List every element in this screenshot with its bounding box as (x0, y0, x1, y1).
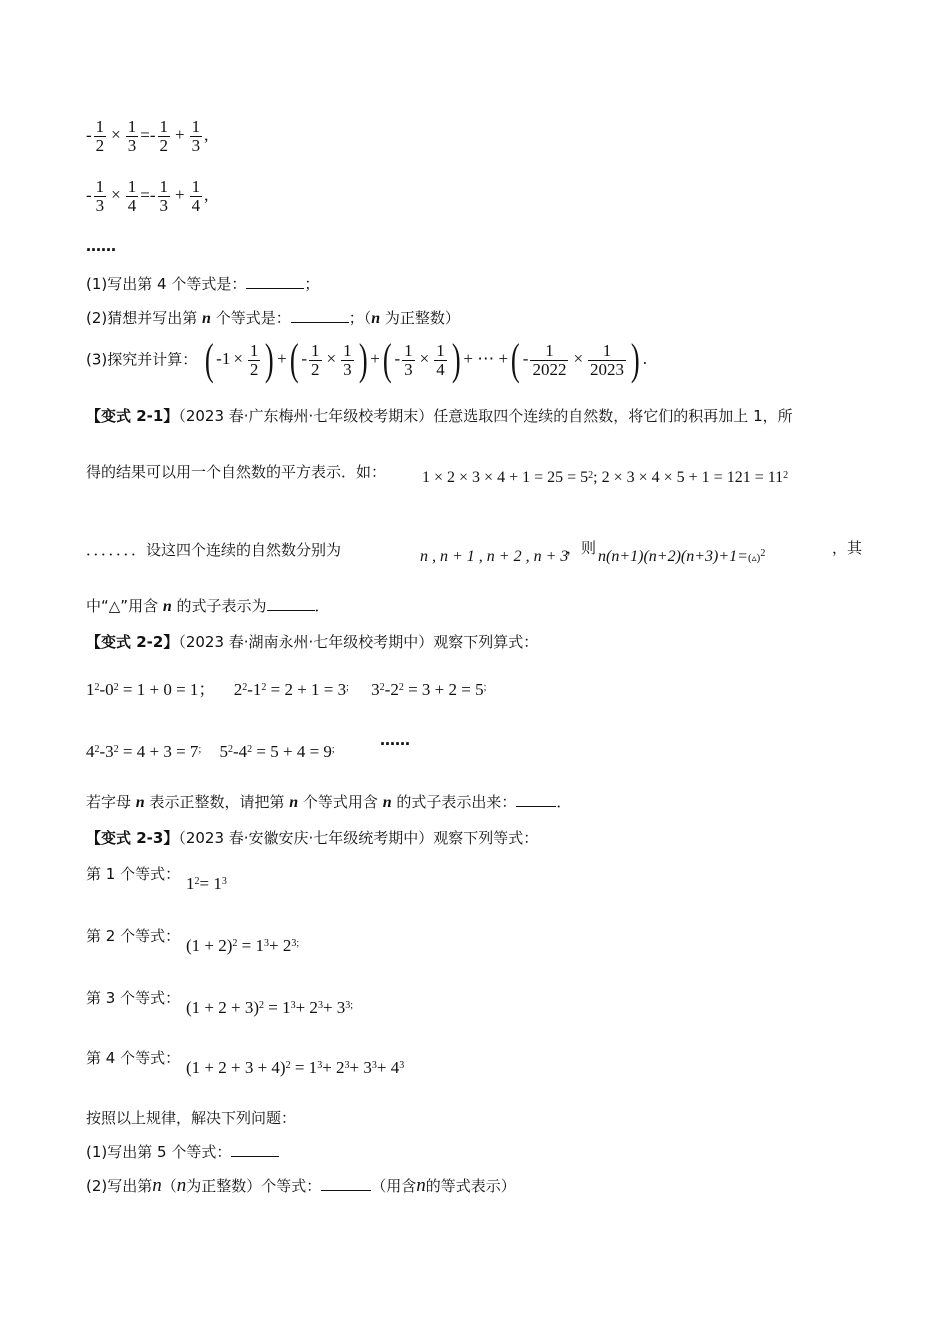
product-expression: n(n+1)(n+2)(n+3)+1=(▵)$^2$ (598, 548, 766, 565)
answer-blank[interactable] (267, 596, 315, 611)
equation-2: $(1 + 2)^2 = 1^3+ 2^{3;}$ (186, 936, 300, 955)
variant-2-2-header: 【变式 2-2】（2023 春·湖南永州·七年级校考期中）观察下列算式： (86, 633, 539, 651)
variant-2-1-line4: 中“△”用含 n 的式子表示为 ． (86, 597, 330, 615)
equation-label-4: 第 4 个等式： (86, 1049, 181, 1067)
answer-blank[interactable] (231, 1142, 279, 1157)
variant-2-2-row2: $4^2-3^2 = 4 + 3 = 7^;$ $5^2-4^2 = 5 + 4 = 9^;$ (86, 742, 335, 761)
fraction: $\frac{1}{3}$ (95, 177, 105, 215)
fraction: $\frac{1}{2}$ (159, 117, 169, 155)
fraction: $\frac{1}{3}$ (127, 117, 137, 155)
equation-3: $(1 + 2 + 3)^2 = 1^3+ 2^3+ 3^{3;}$ (186, 998, 354, 1017)
question-3: (3)探究并计算： ( -1 × $\frac{1}{2}$ ) +( - $\frac{1}{2}$ × $\frac{1}{3}$ ) +( - $\frac{1}{3}$ × $\frac{1}{4}$ ) + ⋯ +( - $\frac{1}{2022}$ × $\frac{1}{2023}$ ) . (86, 335, 647, 384)
sum-expression: ( -1 × $\frac{1}{2}$ ) +( - $\frac{1}{2}$ × $\frac{1}{3}$ ) +( - $\frac{1}{3}$ × $\frac{1}{4}$ ) + ⋯ +( - $\frac{1}{2022}$ × $\frac{1}{2023}$ ) . (204, 335, 647, 384)
fraction: $\frac{1}{2}$ (95, 117, 105, 155)
answer-blank[interactable] (291, 308, 349, 323)
equation-1: $1^2= 1^3$ (186, 874, 227, 893)
variant-2-2-ask: 若字母 n 表示正整数，请把第 n 个等式用含 n 的式子表示出来： ． (86, 793, 572, 811)
rule-text: 按照以上规律，解决下列问题： (86, 1109, 297, 1127)
answer-blank[interactable] (246, 274, 304, 289)
variant-2-2-row1: $1^2-0^2 = 1 + 0 = 1$； $2^2-1^2 = 2 + 1 = 3^;$ $3^2-2^2 = 3 + 2 = 5^;$ (86, 680, 487, 699)
variant-2-3-q2: (2)写出第n（n为正整数）个等式： （用含n的等式表示） (86, 1175, 516, 1196)
fraction: $\frac{1}{3}$ (191, 117, 201, 155)
qi-label: ，其 (832, 539, 863, 557)
question-2: (2)猜想并写出第 n 个等式是： ；（n 为正整数） (86, 309, 460, 327)
answer-blank[interactable] (516, 792, 556, 807)
fraction: $\frac{1}{3}$ (159, 177, 169, 215)
equation-label-3: 第 3 个等式： (86, 989, 181, 1007)
variant-2-1-line3: ．．．．．．．设这四个连续的自然数分别为 (86, 541, 342, 559)
equation-4: $(1 + 2 + 3 + 4)^2 = 1^3+ 2^3+ 3^3+ 4^3$ (186, 1058, 405, 1077)
variant-2-3-q1: (1)写出第 5 个等式： (86, 1142, 279, 1162)
consecutive-vars: n , n + 1 , n + 2 , n + 3 (420, 548, 569, 565)
variant-2-1-formula: $1 \times 2 \times 3 \times 4 + 1 = 25 = 5^2$; $2 \times 3 \times 4 \times 5 + 1 = 121 = 11^2$ (422, 469, 789, 486)
equation-label-1: 第 1 个等式： (86, 865, 181, 883)
variant-2-1-header: 【变式 2-1】（2023 春·广东梅州·七年级校考期末）任意选取四个连续的自然数，将它们的积再加上 1，所 (86, 407, 793, 425)
fraction: $\frac{1}{4}$ (191, 177, 201, 215)
ellipsis: …… (86, 237, 116, 255)
fraction: $\frac{1}{4}$ (127, 177, 137, 215)
equation-row-2: - $\frac{1}{3}$ × $\frac{1}{4}$ =- $\frac{1}{3}$ + $\frac{1}{4}$ , (86, 177, 209, 215)
variant-2-1-line2: 得的结果可以用一个自然数的平方表示．如： (86, 463, 387, 481)
question-1: (1)写出第 4 个等式是： ； (86, 275, 320, 293)
equation-label-2: 第 2 个等式： (86, 927, 181, 945)
variant-2-2-ellipsis: …… (380, 731, 410, 749)
answer-blank[interactable] (321, 1176, 371, 1191)
variant-2-3-header: 【变式 2-3】（2023 春·安徽安庆·七年级统考期中）观察下列等式： (86, 829, 539, 847)
then-label: ，则 (566, 539, 597, 557)
equation-row-1: - $\frac{1}{2}$ × $\frac{1}{3}$ =- $\frac{1}{2}$ + $\frac{1}{3}$ , (86, 117, 209, 155)
